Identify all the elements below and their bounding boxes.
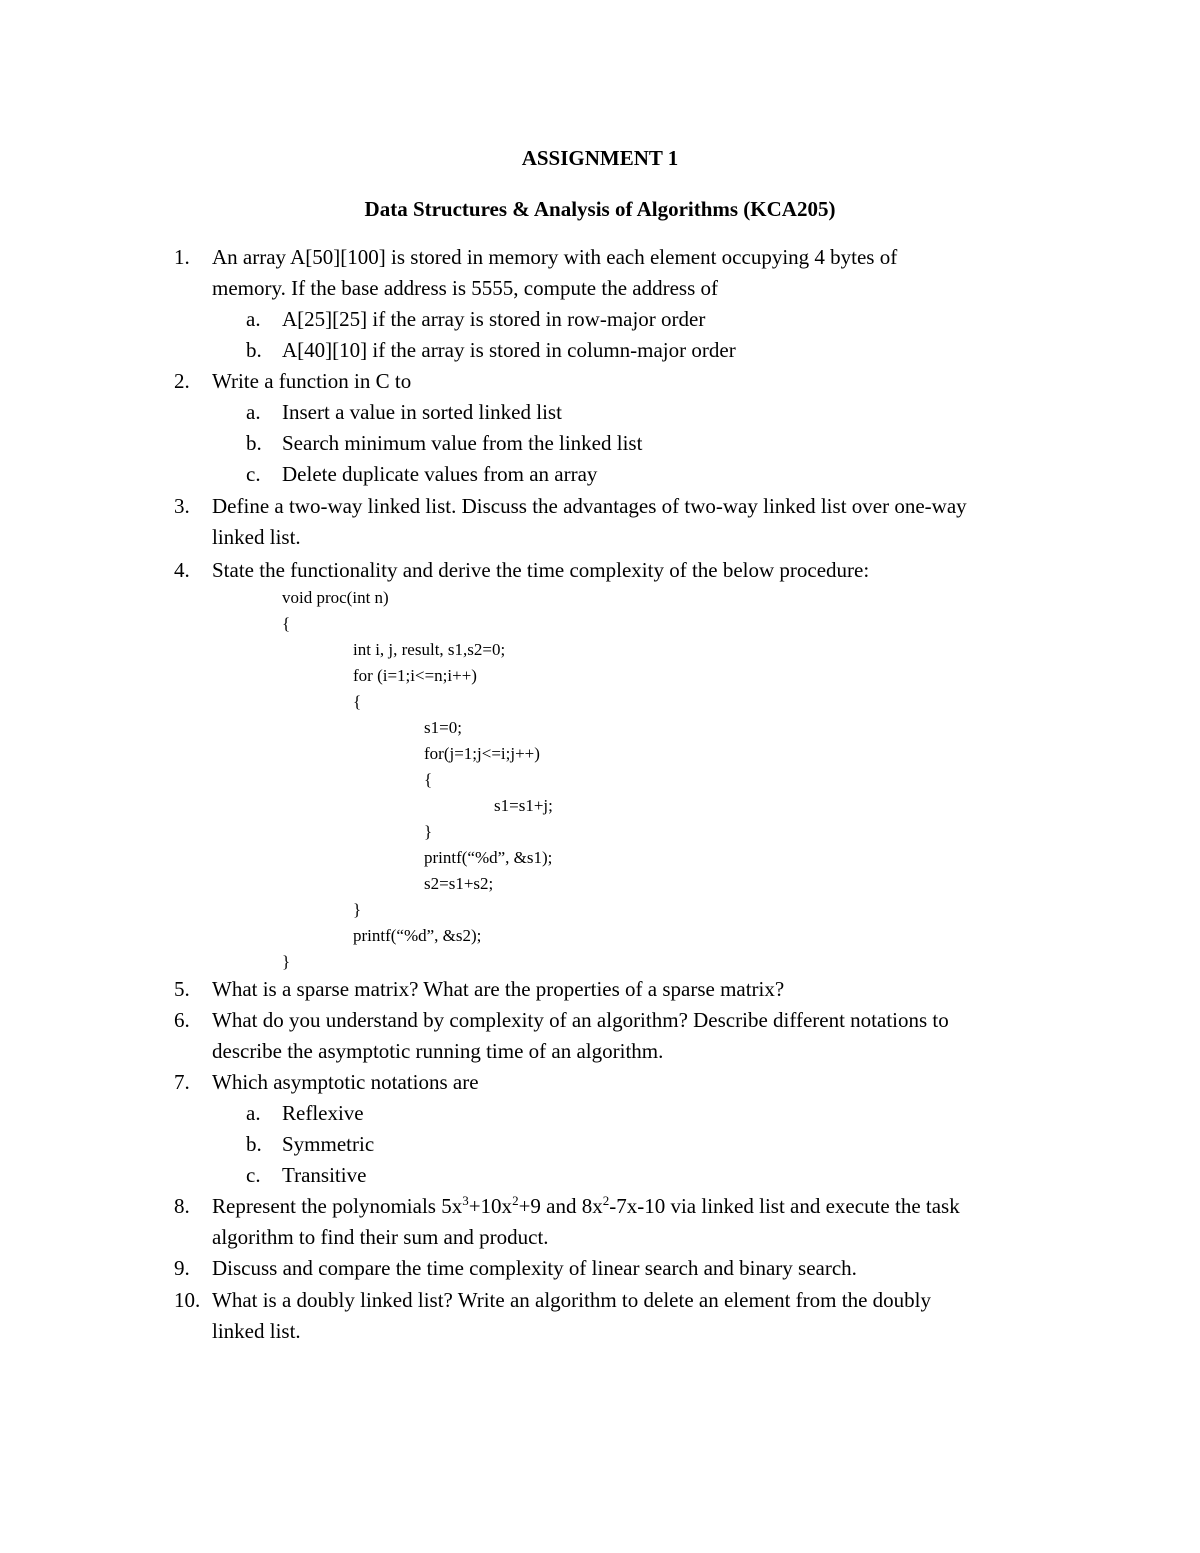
code-line: for(j=1;j<=i;j++): [424, 744, 540, 763]
question-text: Write a function in C to: [212, 369, 412, 393]
sub-item-text: Symmetric: [282, 1132, 375, 1156]
polynomial-text: +10x: [468, 1194, 513, 1218]
polynomial-text: +9 and 8x: [518, 1194, 603, 1218]
sub-item-text: Insert a value in sorted linked list: [282, 400, 562, 424]
assignment-title: ASSIGNMENT 1: [521, 146, 679, 170]
question-text: [212, 1193, 960, 1218]
code-line: s2=s1+s2;: [424, 874, 494, 893]
question-number: 2.: [174, 369, 190, 393]
question-text: Discuss and compare the time complexity of linear search and binary search.: [212, 1256, 857, 1280]
question-number: 1.: [174, 245, 190, 269]
question-text: linked list.: [212, 1319, 301, 1343]
question-text: describe the asymptotic running time of an algorithm.: [212, 1039, 664, 1063]
code-line: {: [282, 614, 291, 633]
question-text: State the functionality and derive the time complexity of the below procedure:: [212, 558, 870, 582]
exponent: 3: [462, 1193, 469, 1208]
question-number: 6.: [174, 1008, 190, 1032]
sub-item-label: a.: [246, 400, 261, 424]
sub-item-text: A[25][25] if the array is stored in row-major order: [282, 307, 706, 331]
sub-item-label: b.: [246, 338, 262, 362]
question-number: 4.: [174, 558, 190, 582]
exponent: 2: [512, 1193, 519, 1208]
course-subtitle: Data Structures & Analysis of Algorithms (KCA205): [364, 197, 836, 221]
code-line: printf(“%d”, &s2);: [353, 926, 482, 945]
sub-item-text: Search minimum value from the linked list: [282, 431, 643, 455]
question-number: 5.: [174, 977, 190, 1001]
code-line: }: [424, 822, 433, 841]
polynomial-text: Represent the polynomials 5x: [212, 1194, 463, 1218]
code-line: s1=s1+j;: [494, 796, 553, 815]
question-text: Define a two-way linked list. Discuss the advantages of two-way linked list over one-way: [212, 494, 967, 518]
sub-item-text: Delete duplicate values from an array: [282, 462, 598, 486]
sub-item-text: A[40][10] if the array is stored in column-major order: [282, 338, 736, 362]
code-line: }: [282, 952, 291, 971]
question-number: 3.: [174, 494, 190, 518]
question-text: algorithm to find their sum and product.: [212, 1225, 549, 1249]
exponent: 2: [602, 1193, 610, 1208]
code-line: {: [424, 770, 433, 789]
question-text: What do you understand by complexity of an algorithm? Describe different notations to: [212, 1008, 949, 1032]
question-text: memory. If the base address is 5555, compute the address of: [212, 276, 718, 300]
code-line: void proc(int n): [282, 588, 389, 607]
question-text: linked list.: [212, 525, 301, 549]
question-number: 10.: [174, 1288, 201, 1312]
code-line: s1=0;: [424, 718, 462, 737]
sub-item-label: b.: [246, 431, 262, 455]
question-text: What is a sparse matrix? What are the properties of a sparse matrix?: [212, 977, 785, 1001]
question-number: 9.: [174, 1256, 190, 1280]
sub-item-label: a.: [246, 1101, 261, 1125]
code-line: printf(“%d”, &s1);: [424, 848, 553, 867]
code-line: for (i=1;i<=n;i++): [353, 666, 477, 685]
code-line: }: [353, 900, 362, 919]
sub-item-text: Transitive: [282, 1163, 367, 1187]
question-text: Which asymptotic notations are: [212, 1070, 479, 1094]
code-line: int i, j, result, s1,s2=0;: [353, 640, 506, 659]
sub-item-label: a.: [246, 307, 261, 331]
sub-item-label: c.: [246, 462, 261, 486]
question-number: 8.: [174, 1194, 190, 1218]
sub-item-label: b.: [246, 1132, 262, 1156]
sub-item-label: c.: [246, 1163, 261, 1187]
polynomial-text: -7x-10 via linked list and execute the task: [609, 1194, 960, 1218]
question-text: What is a doubly linked list? Write an algorithm to delete an element from the doubly: [212, 1288, 931, 1312]
sub-item-text: Reflexive: [282, 1101, 364, 1125]
question-text: An array A[50][100] is stored in memory with each element occupying 4 bytes of: [212, 245, 898, 269]
question-number: 7.: [174, 1070, 190, 1094]
code-line: {: [353, 692, 362, 711]
